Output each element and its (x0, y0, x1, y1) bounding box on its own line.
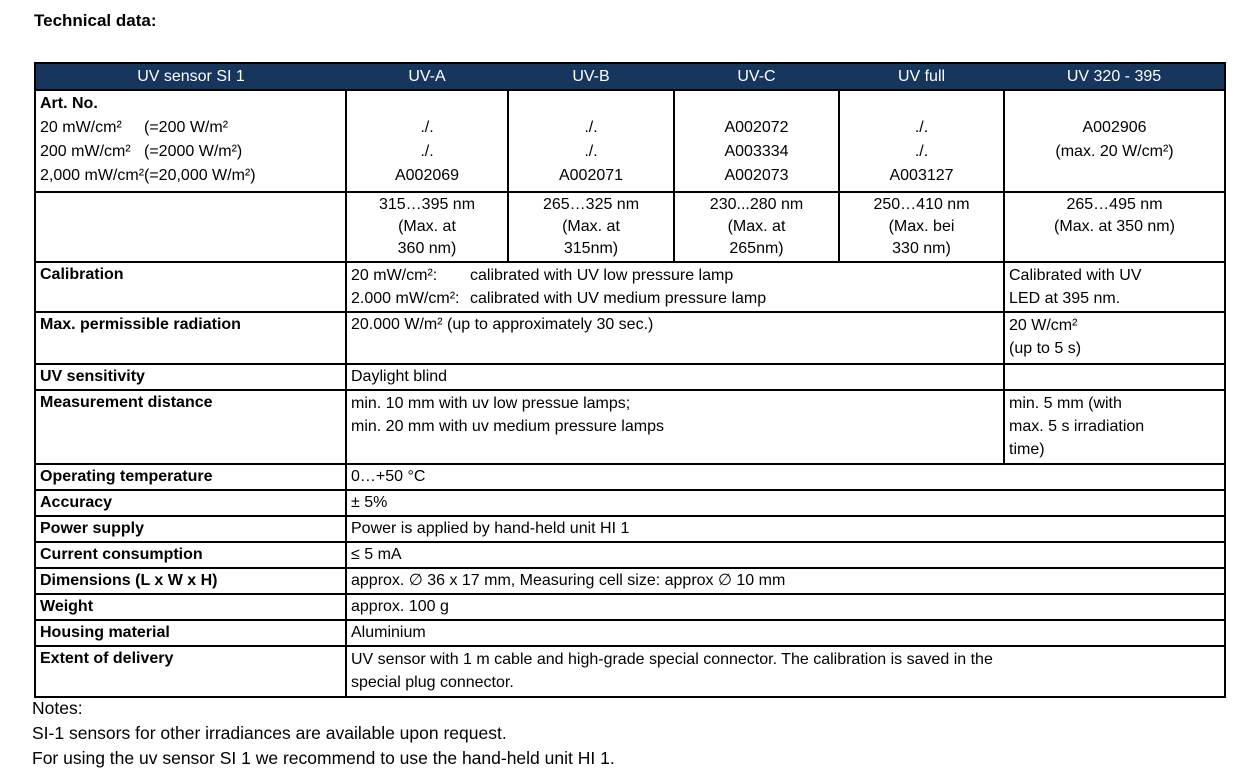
notes-section (32, 696, 615, 771)
art-no-cell-uvb: ./. ./. A002071 (508, 90, 674, 192)
row-label-power-supply: Power supply (35, 516, 346, 542)
art-no-cell-uvfull: ./. ./. A003127 (839, 90, 1004, 192)
row-label-max-permissible-radiation: Max. permissible radiation (35, 312, 346, 364)
row-label-operating-temperature: Operating temperature (35, 464, 346, 490)
column-header-uv320-395: UV 320 - 395 (1004, 63, 1225, 90)
row-calibration (35, 262, 1225, 312)
calibration-line: 2.000 mW/cm²: calibrated with UV medium pressure lamp (351, 290, 767, 307)
row-label-extent-of-delivery: Extent of delivery (35, 646, 346, 697)
art-no-heading: Art. No. (40, 95, 98, 112)
row-weight (35, 594, 1225, 620)
extent-of-delivery-value: UV sensor with 1 m cable and high-grade special connector. The calibration is saved in the special plug connector. (346, 646, 1225, 697)
row-spectral-range (35, 192, 1225, 262)
column-header-uvc: UV-C (674, 63, 839, 90)
calibration-line: 20 mW/cm²: calibrated with UV low pressure lamp (351, 267, 734, 284)
row-accuracy (35, 490, 1225, 516)
spectral-range-cell-uv320: 265…495 nm (Max. at 350 nm) (1004, 192, 1225, 262)
art-no-cell-uvc: A002072 A003334 A002073 (674, 90, 839, 192)
calibration-cell-uv320: Calibrated with UV LED at 395 nm. (1004, 262, 1225, 312)
row-current-consumption (35, 542, 1225, 568)
spectral-range-cell-uvfull: 250…410 nm (Max. bei 330 nm) (839, 192, 1004, 262)
row-label-dimensions: Dimensions (L x W x H) (35, 568, 346, 594)
row-label-uv-sensitivity: UV sensitivity (35, 364, 346, 390)
column-header-uvfull: UV full (839, 63, 1004, 90)
row-label-housing-material: Housing material (35, 620, 346, 646)
row-measurement-distance (35, 390, 1225, 464)
dimensions-value: approx. ∅ 36 x 17 mm, Measuring cell size: approx ∅ 10 mm (346, 568, 1225, 594)
calibration-value-cell (346, 262, 1004, 312)
uv-sensitivity-value-cell: Daylight blind (346, 364, 1004, 390)
row-dimensions (35, 568, 1225, 594)
row-label-accuracy: Accuracy (35, 490, 346, 516)
art-no-range-line: 200 mW/cm² (=2000 W/m²) (40, 143, 243, 160)
art-no-cell-uva: ./. ./. A002069 (346, 90, 508, 192)
measurement-distance-cell-uv320: min. 5 mm (with max. 5 s irradiation time) (1004, 390, 1225, 464)
note-line: For using the uv sensor SI 1 we recommend to use the hand-held unit HI 1. (32, 748, 615, 768)
max-radiation-cell-uv320: 20 W/cm² (up to 5 s) (1004, 312, 1225, 364)
row-label-weight: Weight (35, 594, 346, 620)
art-no-cell-uv320: A002906 (max. 20 W/cm²) (1004, 90, 1225, 192)
art-no-range-line: 20 mW/cm² (=200 W/m² (40, 119, 229, 136)
table-header-row (35, 63, 1225, 90)
notes-heading: Notes: (32, 698, 83, 718)
spectral-range-cell-uvb: 265…325 nm (Max. at 315nm) (508, 192, 674, 262)
power-supply-value: Power is applied by hand-held unit HI 1 (346, 516, 1225, 542)
row-housing-material (35, 620, 1225, 646)
column-header-product: UV sensor SI 1 (35, 63, 346, 90)
weight-value: approx. 100 g (346, 594, 1225, 620)
row-max-permissible-radiation (35, 312, 1225, 364)
technical-data-table (34, 62, 1226, 698)
row-uv-sensitivity (35, 364, 1225, 390)
column-header-uvb: UV-B (508, 63, 674, 90)
art-no-range-line: 2,000 mW/cm² (=20,000 W/m²) (40, 167, 256, 184)
row-label-measurement-distance: Measurement distance (35, 390, 346, 464)
row-operating-temperature (35, 464, 1225, 490)
row-art-no (35, 90, 1225, 192)
note-line: SI-1 sensors for other irradiances are available upon request. (32, 723, 507, 743)
current-consumption-value: ≤ 5 mA (346, 542, 1225, 568)
page-title: Technical data: (34, 11, 157, 30)
operating-temperature-value: 0…+50 °C (346, 464, 1225, 490)
housing-material-value: Aluminium (346, 620, 1225, 646)
row-label-calibration: Calibration (35, 262, 346, 312)
spectral-range-cell-uvc: 230...280 nm (Max. at 265nm) (674, 192, 839, 262)
row-power-supply (35, 516, 1225, 542)
accuracy-value: ± 5% (346, 490, 1225, 516)
row-label-art-no (35, 90, 346, 192)
row-label-current-consumption: Current consumption (35, 542, 346, 568)
measurement-distance-value-cell: min. 10 mm with uv low pressue lamps; min. 20 mm with uv medium pressure lamps (346, 390, 1004, 464)
max-radiation-value-cell: 20.000 W/m² (up to approximately 30 sec.) (346, 312, 1004, 364)
spectral-range-cell-uva: 315…395 nm (Max. at 360 nm) (346, 192, 508, 262)
row-extent-of-delivery (35, 646, 1225, 697)
column-header-uva: UV-A (346, 63, 508, 90)
uv-sensitivity-cell-uv320 (1004, 364, 1225, 390)
row-label-spectral-range-empty (35, 192, 346, 262)
